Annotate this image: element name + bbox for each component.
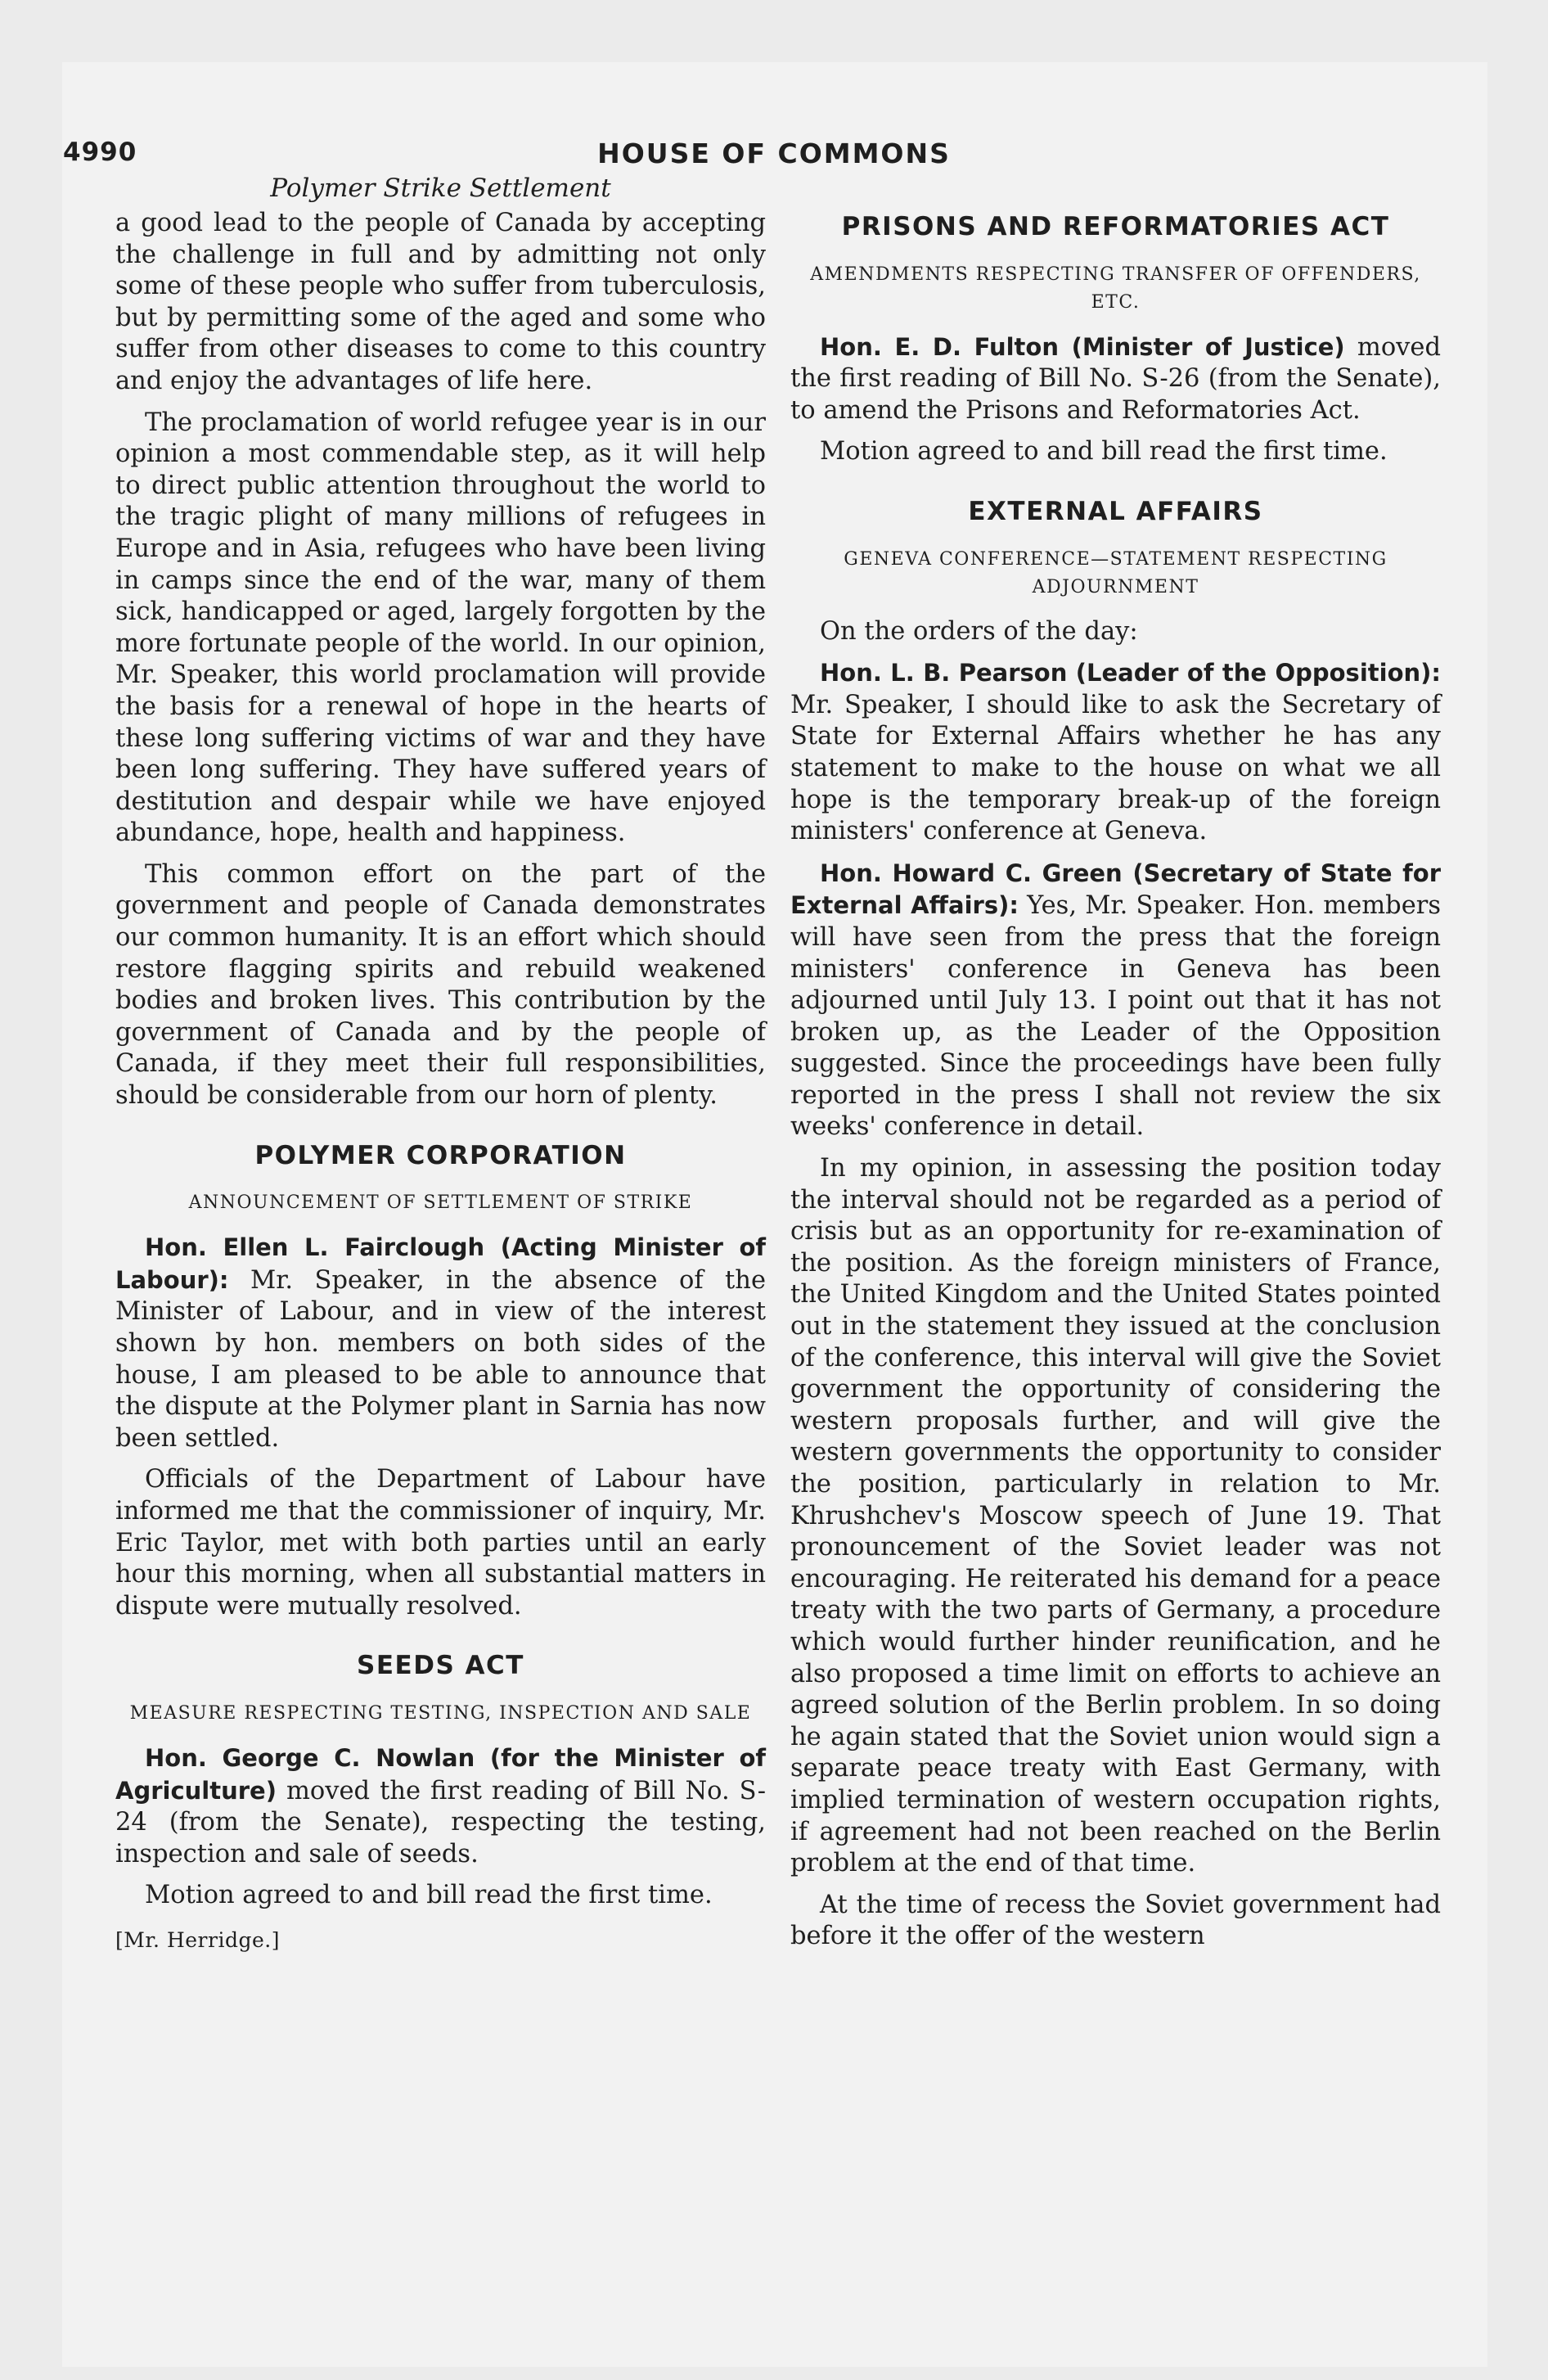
speech-text: Yes, Mr. Speaker. Hon. members will have seen from the press that the foreign ministers' conference in Geneva has been adjourned until July 13. I point out that it has not broken up, as the Leader of the Opposition suggested. Since the proceedings have been fully reported in the press I shall not review the six weeks' conference in detail.	[790, 891, 1441, 1142]
paragraph: a good lead to the people of Canada by accepting the challenge in full and by admitting not only some of these people who suffer from tuberculosis, but by permitting some of the aged and some who suffer from other diseases to come to this country and enjoy the advantages of life here.	[115, 209, 766, 395]
speech-text: Mr. Speaker, I should like to ask the Secretary of State for External Affairs whether he has any statement to make to the house on what we all hope is the temporary break-up of the foreign ministers' conference at Geneva.	[790, 690, 1441, 846]
speech-paragraph	[790, 331, 1441, 427]
left-column	[115, 208, 766, 1957]
paragraph: This common effort on the part of the government and people of Canada demonstrates our common humanity. It is an effort which should restore flagging spirits and rebuild weakened bodies and broken lives. This contribution by the government of Canada and by the people of Canada, if they meet their full responsibilities, should be considerable from our horn of plenty.	[115, 859, 766, 1111]
speech-text: moved the first reading of Bill No. S-26 (from the Senate), to amend the Prisons and Reformatories Act.	[790, 332, 1441, 425]
section-heading-prisons: PRISONS AND REFORMATORIES ACT	[841, 212, 1390, 241]
speaker-name: Hon. L. B. Pearson (Leader of the Opposition):	[820, 659, 1441, 687]
paragraph: Motion agreed to and bill read the first time.	[820, 437, 1388, 467]
speech-paragraph	[790, 858, 1441, 1143]
speech-text: Mr. Speaker, in the absence of the Minister of Labour, and in view of the interest shown by hon. members on both sides of the house, I am pleased to be able to announce that the dispute at the Polymer plant in Sarnia has now been settled.	[115, 1265, 766, 1453]
speech-paragraph	[115, 1742, 766, 1870]
footer-reference: [Mr. Herridge.]	[115, 1927, 280, 1952]
section-subheading-external: GENEVA CONFERENCE—STATEMENT RESPECTING ADJOURNMENT	[844, 548, 1388, 597]
paragraph: At the time of recess the Soviet government had before it the offer of the western	[790, 1890, 1441, 1951]
section-heading-polymer: POLYMER CORPORATION	[254, 1140, 627, 1170]
speaker-name: Hon. George C. Nowlan (for the Minister of Agriculture)	[115, 1743, 766, 1805]
paragraph: On the orders of the day:	[820, 616, 1138, 646]
running-head: HOUSE OF COMMONS	[597, 137, 951, 169]
speaker-name: Hon. E. D. Fulton (Minister of Justice)	[820, 332, 1345, 361]
section-subheading-seeds: MEASURE RESPECTING TESTING, INSPECTION AND SALE	[129, 1702, 752, 1724]
speech-text: moved the first reading of Bill No. S-24 (from the Senate), respecting the testing, inspection and sale of seeds.	[115, 1776, 766, 1868]
section-heading-external: EXTERNAL AFFAIRS	[968, 496, 1263, 526]
paragraph: Officials of the Department of Labour have informed me that the commissioner of inquiry, Mr. Eric Taylor, met with both parties until an early hour this morning, when all substantial matters in dispute were mutually resolved.	[115, 1465, 766, 1620]
paragraph: The proclamation of world refugee year is in our opinion a most commendable step, as it will help to direct public attention throughout the world to the tragic plight of many millions of refugees in Europe and in Asia, refugees who have been living in camps since the end of the war, many of them sick, handicapped or aged, largely forgotten by the more fortunate people of the world. In our opinion, Mr. Speaker, this world proclamation will provide the basis for a renewal of hope in the hearts of these long suffering victims of war and they have been long suffering. They have suffered years of destitution and despair while we have enjoyed abundance, hope, health and happiness.	[115, 408, 766, 848]
page-subhead: Polymer Strike Settlement	[270, 174, 611, 203]
paragraph: Motion agreed to and bill read the first time.	[145, 1881, 713, 1910]
speaker-name: Hon. Howard C. Green (Secretary of State for External Affairs):	[790, 859, 1441, 920]
right-column	[790, 208, 1441, 1963]
speech-paragraph	[790, 657, 1441, 848]
speech-paragraph	[115, 1232, 766, 1454]
page-number: 4990	[63, 137, 137, 167]
paragraph: In my opinion, in assessing the position today the interval should not be regarded as a period of crisis but as an opportunity for re-examination of the position. As the foreign ministers of France, the United Kingdom and the United States pointed out in the statement they issued at the conclusion of the conference, this interval will give the Soviet government the opportunity of considering the western proposals further, and will give the western governments the opportunity to consider the position, particularly in relation to Mr. Khrushchev's Moscow speech of June 19. That pronouncement of the Soviet leader was not encouraging. He reiterated his demand for a peace treaty with the two parts of Germany, a procedure which would further hinder reunification, and he also proposed a time limit on efforts to achieve an agreed solution of the Berlin problem. In so doing he again stated that the Soviet union would sign a separate peace treaty with East Germany, with implied termination of western occupation rights, if agreement had not been reached on the Berlin problem at the end of that time.	[790, 1154, 1441, 1878]
speaker-name: Hon. Ellen L. Fairclough (Acting Minister of Labour):	[115, 1233, 766, 1294]
section-heading-seeds: SEEDS ACT	[357, 1651, 524, 1681]
section-subheading-prisons: AMENDMENTS RESPECTING TRANSFER OF OFFENDERS, ETC.	[810, 264, 1421, 313]
section-subheading-polymer: ANNOUNCEMENT OF SETTLEMENT OF STRIKE	[188, 1192, 693, 1214]
